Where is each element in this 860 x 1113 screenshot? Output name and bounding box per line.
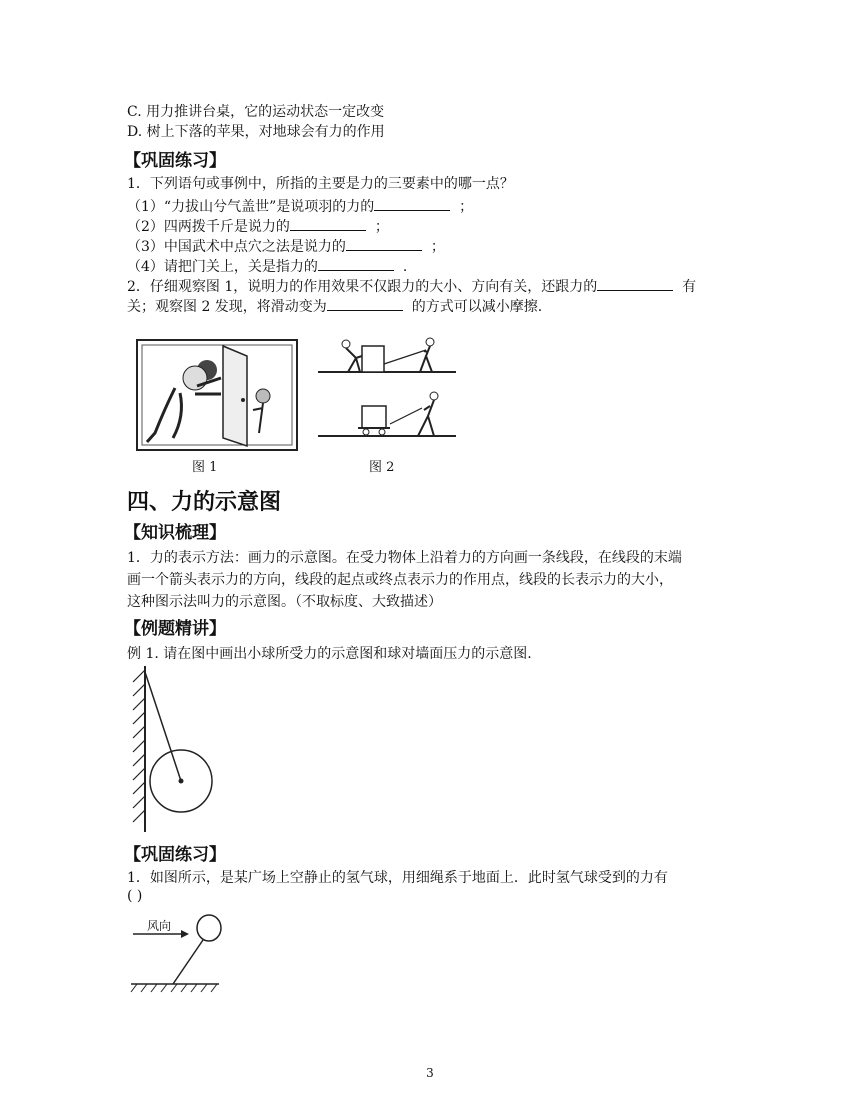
section-heading-knowledge: 【知识梳理】	[124, 523, 226, 543]
q1-item-2-text: （2）四两拨千斤是说力的	[127, 219, 290, 235]
answer-blank[interactable]	[346, 236, 422, 251]
q1-item-4-tail: .	[402, 259, 408, 275]
q1-item-4	[127, 256, 407, 277]
page-number: 3	[426, 1066, 434, 1080]
section-heading-practice-2: 【巩固练习】	[124, 845, 226, 865]
q1-item-1	[127, 196, 473, 217]
option-d: D. 树上下落的苹果，对地球会有力的作用	[127, 124, 385, 140]
section-heading-practice: 【巩固练习】	[124, 151, 226, 171]
q1-item-4-text: （4）请把门关上，关是指力的	[127, 259, 318, 275]
knowledge-line: 1．力的表示方法：画力的示意图。在受力物体上沿着力的方向画一条线段，在线段的末端	[127, 550, 682, 566]
answer-blank[interactable]	[597, 276, 673, 291]
q1-item-1-text: （1）“力拔山兮气盖世”是说项羽的力的	[127, 199, 375, 215]
q1-stem: 1．下列语句或事例中，所指的主要是力的三要素中的哪一点？	[127, 176, 514, 192]
figure-1-door-push	[135, 338, 300, 453]
answer-blank[interactable]	[327, 296, 403, 311]
knowledge-line: 这种图示法叫力的示意图。（不取标度、大致描述）	[127, 594, 442, 610]
q1-item-1-tail: ；	[459, 199, 474, 215]
q2-line-2-text: 关；观察图 2 发现，将滑动变为	[127, 299, 327, 315]
answer-blank[interactable]	[318, 256, 394, 271]
answer-blank[interactable]	[374, 196, 450, 211]
q2-line-2-tail: 的方式可以减小摩擦.	[411, 299, 543, 315]
example-1: 例 1. 请在图中画出小球所受力的示意图和球对墙面压力的示意图.	[127, 646, 532, 662]
answer-blank[interactable]	[290, 216, 366, 231]
practice-1-line-2: ( )	[127, 888, 143, 904]
knowledge-line: 画一个箭头表示力的方向，线段的起点或终点表示力的作用点，线段的长表示力的大小，	[127, 572, 673, 588]
option-c: C. 用力推讲台桌，它的运动状态一定改变	[127, 104, 385, 120]
chapter-title: 四、力的示意图	[127, 490, 282, 515]
figure-2-caption: 图 2	[369, 460, 395, 475]
figure-2-box-friction	[318, 336, 458, 441]
q1-item-2-tail: ；	[374, 219, 389, 235]
q2-line-1-tail: 有	[682, 279, 697, 295]
q2-line-1	[127, 276, 696, 297]
q1-item-3	[127, 236, 445, 257]
q1-item-3-text: （3）中国武术中点穴之法是说力的	[127, 239, 346, 255]
q1-item-2	[127, 216, 389, 237]
q2-line-1-text: 2．仔细观察图 1，说明力的作用效果不仅跟力的大小、方向有关，还跟力的	[127, 279, 598, 295]
ball-wall-figure	[127, 664, 217, 834]
practice-1-line-1: 1．如图所示，是某广场上空静止的氢气球，用细绳系于地面上．此时氢气球受到的力有	[127, 870, 668, 886]
balloon-figure	[127, 910, 227, 1002]
q2-line-2	[127, 296, 542, 317]
q1-item-3-tail: ；	[430, 239, 445, 255]
figure-1-caption: 图 1	[192, 460, 218, 475]
section-heading-examples: 【例题精讲】	[124, 619, 226, 639]
wind-label: 风向	[147, 919, 172, 933]
